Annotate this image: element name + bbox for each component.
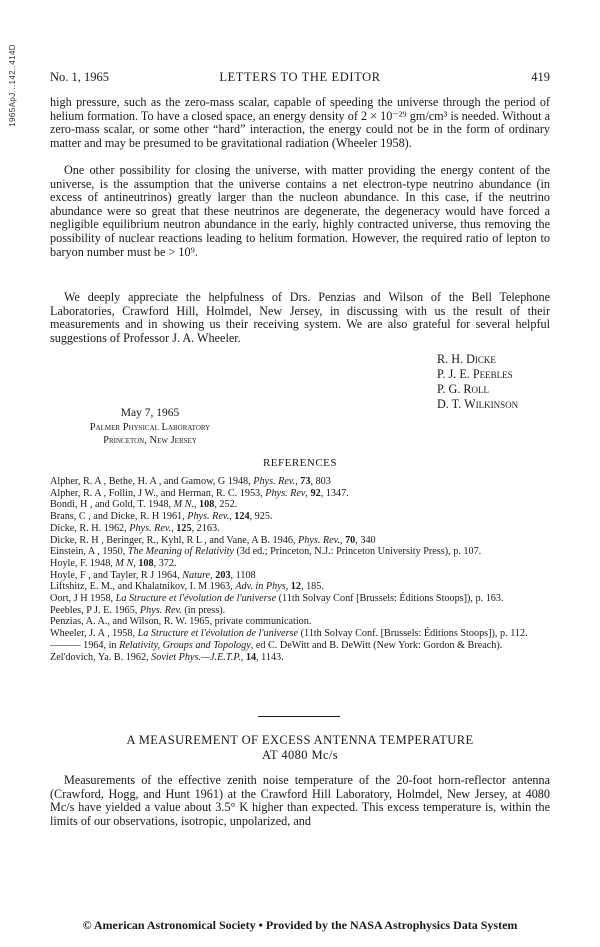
issue-label: No. 1, 1965 — [50, 70, 110, 84]
reference-part: Peebles, P J. E. 1965, — [50, 604, 140, 616]
reference-part: Phys. Rev. — [129, 522, 172, 534]
reference-part: Bondi, H , and Gold, T. 1948, — [50, 499, 174, 511]
paragraph-acknowledgement: We deeply appreciate the helpfulness of Drs. Penzias and Wilson of the Bell Telephone Laboratories, Crawford Hill, Holmdel, New Jersey, in discussing with us the result of their measurements and in showing us their receiving system. We are also grateful for several helpful suggestions of Professor J. A. Wheeler. — [50, 290, 550, 345]
reference-part: 203 — [215, 569, 231, 581]
reference-part: , 925. — [249, 511, 273, 523]
reference-part: Zel'dovich, Ya. B. 1962, — [50, 651, 152, 663]
reference-part: , — [285, 581, 291, 593]
reference-part: (11th Solvay Conf [Brussels: Éditions Stoops]), p. 163. — [276, 593, 504, 605]
reference-part: The Meaning of Relativity — [127, 546, 234, 558]
reference-part: Alpher, R. A , Bethe, H. A , and Gamow, G 1948, — [50, 476, 254, 487]
section-divider — [258, 716, 340, 717]
reference-part: 125 — [176, 522, 192, 534]
reference-part: , 1347. — [320, 487, 349, 499]
author-signatures — [437, 352, 518, 412]
reference-part: Dicke, R. H. 1962, — [50, 522, 130, 534]
reference-part: 70 — [345, 534, 356, 546]
reference-entry — [50, 593, 550, 605]
reference-part: Brans, C , and Dicke, R. H 1961, — [50, 511, 188, 523]
paragraph-2: One other possibility for closing the universe, with matter providing the energy content of the universe, is the assumption that the universe contains a net electron-type neutrino abundance (in excess of antineutrinos) greatly larger than the nucleon abundance. In this case, if the neutrino abundance were so great that these neutrinos are degenerate, the degeneracy would have forced a negligible equilibrium neutron abundance in the early, highly contracted universe, thus removing the possibility of nuclear reactions leading to helium formation. However, the required ratio of lepton to baryon number must be > 10⁹. — [50, 163, 550, 259]
reference-part: 108 — [199, 499, 215, 511]
reference-entry — [50, 628, 550, 640]
reference-part: Hoyle, F. 1948, — [50, 557, 116, 569]
reference-part: (11th Solvay Conf. [Brussels: Éditions Stoops]), p. 112. — [298, 628, 528, 640]
reference-entry — [50, 488, 550, 500]
page-number: 419 — [531, 70, 550, 84]
reference-part: 108 — [138, 557, 154, 569]
reference-part: 92 — [310, 487, 321, 499]
reference-entry — [50, 511, 550, 523]
reference-part: M N. — [173, 499, 194, 511]
reference-part: , 1143. — [256, 651, 284, 663]
signer: P. G. Roll — [437, 382, 490, 396]
reference-part: Relativity, Groups and Topology — [119, 639, 251, 651]
article-title — [0, 733, 600, 763]
article-title-line: AT 4080 Mc/s — [261, 748, 339, 762]
signer: D. T. Wilkinson — [437, 397, 519, 411]
reference-part: , — [193, 499, 200, 511]
reference-part: , — [229, 511, 235, 523]
reference-part: ——— 1964, in — [50, 639, 120, 651]
paragraph-article-intro: Measurements of the effective zenith noise temperature of the 20-foot horn-reflector antenna (Crawford, Hogg, and Hunt 1961) at the Crawford Hill Laboratory, Holmdel, New Jersey, at 4080 Mc/s have yielded a value about 3.5° K higher than expected. This excess temperature is, within the limits of our observations, isotropic, unpolarized, and — [50, 773, 550, 828]
reference-part: Hoyle, F , and Tayler, R J 1964, — [50, 569, 183, 581]
reference-part: , — [305, 487, 311, 499]
reference-part: , — [171, 522, 177, 534]
reference-entry — [50, 558, 550, 570]
date-affiliation — [70, 407, 230, 447]
reference-part: Penzias, A. A., and Wilson, R. W. 1965, private communication. — [50, 616, 312, 628]
reference-part: Einstein, A , 1950, — [50, 546, 128, 558]
reference-entry — [50, 546, 550, 558]
reference-part: (3d ed.; Princeton, N.J.: Princeton University Press), p. 107. — [233, 546, 482, 558]
journal-section-title: LETTERS TO THE EDITOR — [219, 70, 381, 84]
reference-part: (in press). — [181, 604, 226, 616]
reference-part: , — [133, 557, 139, 569]
reference-part: Dicke, R. H , Beringer, R., Kyhl, R L , and Vane, A B. 1946, — [50, 534, 299, 546]
reference-entry — [50, 640, 550, 652]
reference-part: , ed C. DeWitt and B. DeWitt (New York: Gordon & Breach). — [250, 639, 503, 651]
affiliation-line: Princeton, New Jersey — [103, 435, 197, 446]
reference-part: , — [339, 534, 346, 546]
references-heading: REFERENCES — [262, 457, 338, 469]
reference-entry — [50, 581, 550, 593]
reference-part: Phys. Rev — [265, 487, 306, 499]
reference-part: , 2163. — [191, 522, 220, 534]
ads-footer: © American Astronomical Society • Provided by the NASA Astrophysics Data System — [82, 918, 518, 932]
reference-part: Phys. Rev. — [187, 511, 230, 523]
reference-part: Phys. Rev. — [298, 534, 340, 546]
page-header — [50, 70, 550, 86]
reference-part: Wheeler, J. A , 1958, — [50, 628, 138, 640]
reference-part: La Structure et l'évolution de l'universe — [115, 593, 277, 605]
reference-part: 124 — [234, 511, 250, 523]
reference-part: 12 — [290, 581, 301, 593]
reference-part: Adv. in Phys — [235, 581, 286, 593]
article-title-line: A MEASUREMENT OF EXCESS ANTENNA TEMPERATURE — [126, 733, 474, 747]
reference-part: , 185. — [300, 581, 324, 593]
reference-part: 14 — [245, 651, 257, 663]
reference-part: , — [210, 569, 216, 581]
reference-part: , 803 — [310, 476, 331, 487]
reference-entry — [50, 570, 550, 582]
references-list — [50, 476, 550, 663]
reference-part: , 1108 — [230, 569, 256, 581]
reference-part: , 372. — [153, 557, 177, 569]
reference-part: Alpher, R. A , Follin, J W., and Herman, R. C. 1953, — [50, 487, 266, 499]
date-line: May 7, 1965 — [120, 407, 180, 419]
reference-entry — [50, 476, 550, 488]
reference-part: M N — [115, 557, 134, 569]
reference-entry — [50, 535, 550, 547]
reference-part: Phys. Rev. — [139, 604, 182, 616]
reference-entry — [50, 616, 550, 628]
reference-part: Phys. Rev. — [253, 476, 296, 487]
signer: P. J. E. Peebles — [437, 367, 513, 381]
reference-part: Nature — [182, 569, 211, 581]
signer: R. H. Dicke — [437, 352, 496, 366]
reference-part: , — [240, 651, 246, 663]
reference-entry — [50, 605, 550, 617]
reference-part: Liftshitz, E. M., and Khalatnikov, I. M 1963, — [50, 581, 236, 593]
reference-part: , 252. — [214, 499, 238, 511]
reference-part: 73 — [300, 476, 311, 487]
reference-entry — [50, 523, 550, 535]
reference-part: Oort, J H 1958, — [50, 593, 116, 605]
paragraph-1: high pressure, such as the zero-mass scalar, capable of speeding the universe through the period of helium formation. To have a closed space, an energy density of 2 × 10⁻²⁹ gm/cm³ is needed. Without a zero-mass scalar, or some other “hard” interaction, the energy could not be in the form of ordinary matter and may be presumed to be gravitational radiation (Wheeler 1958). — [50, 95, 550, 150]
reference-part: , 340 — [355, 534, 376, 546]
reference-part: Soviet Phys.—J.E.T.P. — [151, 651, 241, 663]
bibcode-side-label: 1965ApJ...142..414D — [8, 44, 17, 127]
affiliation-line: Palmer Physical Laboratory — [89, 422, 211, 433]
reference-part: , — [295, 476, 301, 487]
reference-entry — [50, 652, 550, 664]
reference-part: La Structure et l'évolution de l'universe — [137, 628, 299, 640]
reference-entry — [50, 499, 550, 511]
